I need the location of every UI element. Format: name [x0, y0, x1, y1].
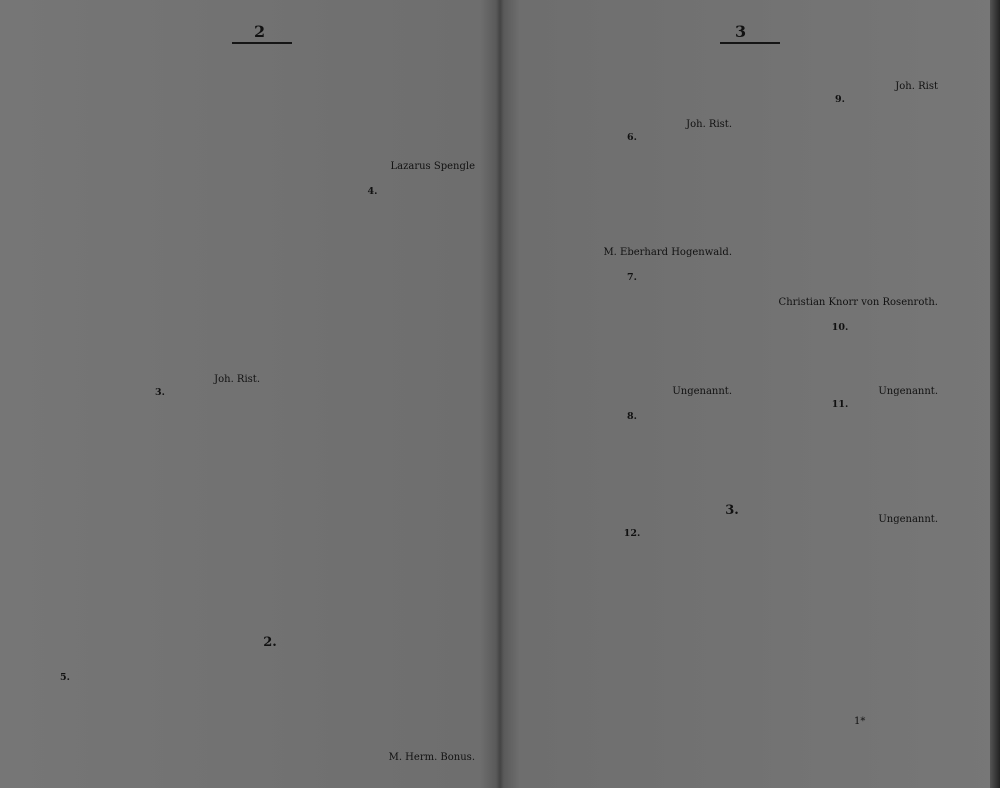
verse-line — [270, 213, 475, 226]
verse-line — [532, 234, 732, 247]
verse-line — [270, 124, 475, 137]
author-attribution: Joh. Rist. — [686, 118, 732, 130]
verse-line — [270, 714, 475, 727]
verse-line — [270, 363, 475, 376]
verse-line — [532, 146, 732, 159]
verse-line — [270, 476, 475, 489]
hymn-number: 9. — [835, 94, 845, 106]
verse-line — [60, 464, 260, 477]
hymn-heading — [532, 272, 732, 286]
verse-line — [270, 73, 475, 86]
hymn-number: 6. — [627, 131, 637, 143]
author-attribution: Lazarus Spengle — [390, 161, 475, 173]
verse-line — [532, 56, 732, 69]
verse-line — [532, 476, 732, 489]
verse-line — [532, 580, 732, 593]
verse-line — [742, 284, 938, 297]
verse-line — [532, 298, 732, 311]
verse-line — [270, 98, 475, 111]
stanza-gap — [742, 310, 938, 322]
verse-line — [532, 286, 732, 299]
verse-line — [270, 689, 475, 702]
verse-line — [270, 740, 475, 753]
stanza-gap — [270, 527, 475, 539]
page-number: 3 — [735, 22, 747, 41]
verse-line — [270, 614, 475, 627]
stanza-gap — [60, 262, 260, 274]
verse-line — [742, 669, 938, 682]
verse-line — [60, 564, 260, 577]
verse-line — [60, 286, 260, 299]
author-attribution: Ungenannt. — [878, 385, 938, 397]
verse-line — [60, 86, 260, 99]
verse-line — [742, 159, 938, 172]
hymn-number: 4. — [367, 186, 378, 198]
verse-line — [532, 106, 732, 119]
verse-line — [532, 705, 732, 718]
verse-line — [532, 542, 732, 555]
hymn-heading — [532, 528, 732, 542]
verse-line — [742, 336, 938, 349]
verse-line — [532, 81, 732, 94]
verse-line — [270, 539, 475, 552]
author-attribution: M. Eberhard Hogenwald. — [603, 246, 732, 258]
verse-line — [532, 349, 732, 362]
verse-line — [742, 719, 938, 732]
verse-line — [60, 48, 260, 61]
verse-line — [60, 401, 260, 414]
verse-line — [532, 488, 732, 501]
verse-line — [532, 679, 732, 692]
stanza-gap — [532, 260, 732, 272]
verse-line — [270, 376, 475, 389]
verse-line — [742, 271, 938, 284]
verse-line — [742, 657, 938, 670]
author-attribution: Joh. Rist. — [214, 374, 260, 386]
hymn-number: 12. — [623, 528, 641, 539]
verse-line — [742, 413, 938, 426]
hymn-number: 3. — [155, 387, 165, 399]
verse-line — [532, 209, 732, 222]
stanza-gap — [532, 655, 732, 667]
verse-line — [270, 676, 475, 689]
verse-line — [270, 727, 475, 740]
verse-line — [60, 324, 260, 337]
verse-line — [742, 373, 938, 386]
stanza-gap — [742, 557, 938, 569]
verse-line — [60, 439, 260, 452]
verse-line — [742, 488, 938, 501]
author-attribution: Ungenannt. — [672, 386, 732, 398]
verse-line — [742, 196, 938, 209]
verse-line — [60, 489, 260, 502]
right-page-header — [502, 22, 1000, 44]
verse-line — [742, 208, 938, 221]
verse-line — [60, 336, 260, 349]
verse-line — [742, 569, 938, 582]
verse-line — [60, 701, 260, 714]
verse-line — [532, 94, 732, 107]
verse-line — [270, 149, 475, 162]
verse-line — [532, 630, 732, 643]
verse-line — [742, 644, 938, 657]
verse-line — [742, 108, 938, 121]
verse-line — [60, 98, 260, 111]
author-attribution: M. Herm. Bonus. — [388, 752, 475, 764]
verse-line — [742, 361, 938, 374]
hymn-number: 5. — [60, 672, 70, 683]
verse-line — [742, 545, 938, 558]
verse-line — [270, 251, 475, 264]
text-column — [60, 48, 260, 665]
page-number: 2 — [254, 22, 266, 41]
hymn-heading — [742, 322, 938, 336]
verse-line — [270, 200, 475, 213]
stanza-gap — [742, 682, 938, 694]
verse-line — [60, 452, 260, 465]
verse-line — [742, 532, 938, 545]
hymn-number: 8. — [627, 411, 637, 423]
verse-line — [532, 604, 732, 617]
verse-line — [742, 171, 938, 184]
verse-line — [60, 477, 260, 490]
verse-line — [532, 222, 732, 235]
verse-line — [60, 111, 260, 124]
verse-line — [532, 311, 732, 324]
verse-line — [742, 463, 938, 476]
verse-line — [60, 249, 260, 262]
verse-line — [60, 73, 260, 86]
verse-line — [532, 171, 732, 184]
verse-line — [60, 274, 260, 287]
verse-line — [270, 451, 475, 464]
verse-line — [60, 136, 260, 149]
verse-line — [270, 48, 475, 61]
stanza-gap — [270, 301, 475, 313]
verse-line — [270, 263, 475, 276]
hymn-heading — [742, 399, 938, 413]
hymn-number: 7. — [627, 271, 637, 283]
verse-line — [60, 688, 260, 701]
text-column — [270, 676, 475, 714]
verse-line — [532, 617, 732, 630]
verse-line — [270, 351, 475, 364]
text-column — [532, 528, 732, 754]
verse-line — [742, 582, 938, 595]
verse-line — [270, 514, 475, 527]
verse-line — [532, 336, 732, 349]
verse-line — [270, 576, 475, 589]
left-page — [0, 0, 498, 788]
hymn-heading — [532, 411, 732, 425]
verse-line — [270, 238, 475, 251]
stanza-gap — [270, 174, 475, 186]
verse-line — [60, 211, 260, 224]
verse-line — [270, 701, 475, 714]
verse-line — [270, 276, 475, 289]
verse-line — [532, 438, 732, 451]
verse-line — [60, 552, 260, 565]
author-attribution: Ungenannt. — [878, 513, 938, 525]
verse-line — [742, 732, 938, 745]
verse-line — [742, 234, 938, 247]
verse-line — [270, 313, 475, 326]
verse-line — [270, 551, 475, 564]
verse-line — [60, 299, 260, 312]
verse-line — [60, 615, 260, 628]
verse-line — [532, 463, 732, 476]
left-page-header — [0, 22, 498, 44]
stanza-gap — [270, 414, 475, 426]
verse-line — [270, 61, 475, 74]
text-column — [60, 688, 260, 726]
verse-line — [532, 324, 732, 337]
verse-line — [742, 694, 938, 707]
verse-line — [60, 61, 260, 74]
hymn-heading — [270, 186, 475, 200]
verse-line — [532, 425, 732, 438]
verse-line — [60, 426, 260, 439]
verse-line — [60, 311, 260, 324]
stanza-gap — [60, 149, 260, 161]
verse-line — [60, 652, 260, 665]
verse-line — [60, 414, 260, 427]
stanza-gap — [60, 515, 260, 527]
verse-line — [60, 577, 260, 590]
hymn-heading — [742, 94, 938, 108]
stanza-gap — [532, 592, 732, 604]
verse-line — [742, 632, 938, 645]
verse-line — [742, 607, 938, 620]
verse-line — [532, 196, 732, 209]
verse-line — [742, 133, 938, 146]
verse-line — [270, 501, 475, 514]
verse-line — [270, 389, 475, 402]
verse-line — [270, 289, 475, 302]
header-rule — [720, 42, 780, 44]
verse-line — [270, 326, 475, 339]
verse-line — [270, 426, 475, 439]
verse-line — [60, 502, 260, 515]
verse-line — [532, 374, 732, 387]
hymn-heading — [532, 132, 732, 146]
text-column — [270, 48, 475, 765]
verse-line — [270, 86, 475, 99]
verse-line — [270, 401, 475, 414]
verse-line — [742, 121, 938, 134]
hymn-number: 10. — [831, 321, 849, 333]
verse-line — [742, 69, 938, 82]
verse-line — [270, 226, 475, 239]
verse-line — [270, 651, 475, 664]
verse-line — [532, 692, 732, 705]
verse-line — [60, 186, 260, 199]
section-heading: 2. — [263, 635, 277, 650]
signature-mark: 1* — [854, 716, 866, 727]
section-heading: 3. — [725, 503, 739, 518]
verse-line — [532, 742, 732, 755]
stanza-gap — [532, 399, 732, 411]
verse-line — [60, 199, 260, 212]
verse-line — [270, 111, 475, 124]
stanza-gap — [532, 717, 732, 729]
verse-line — [532, 451, 732, 464]
text-column — [742, 532, 938, 744]
verse-line — [270, 464, 475, 477]
verse-line — [742, 221, 938, 234]
verse-line — [270, 338, 475, 351]
verse-line — [742, 438, 938, 451]
text-column — [532, 56, 732, 526]
stanza-gap — [742, 620, 938, 632]
verse-line — [532, 729, 732, 742]
verse-line — [742, 246, 938, 259]
verse-line — [532, 69, 732, 82]
author-attribution: Christian Knorr von Rosenroth. — [778, 296, 938, 308]
header-rule — [232, 42, 292, 44]
verse-line — [60, 590, 260, 603]
verse-line — [60, 161, 260, 174]
stanza-gap — [742, 184, 938, 196]
verse-line — [60, 124, 260, 137]
text-column — [742, 56, 938, 552]
hymn-heading — [60, 387, 260, 401]
verse-line — [742, 707, 938, 720]
verse-line — [270, 564, 475, 577]
verse-line — [60, 349, 260, 362]
right-page — [502, 0, 1000, 788]
verse-line — [532, 159, 732, 172]
verse-line — [270, 438, 475, 451]
verse-line — [270, 589, 475, 602]
page-edge — [990, 0, 1000, 788]
verse-line — [742, 425, 938, 438]
verse-line — [532, 555, 732, 568]
verse-line — [742, 476, 938, 489]
verse-line — [742, 146, 938, 159]
verse-line — [60, 224, 260, 237]
verse-line — [532, 567, 732, 580]
verse-line — [532, 361, 732, 374]
verse-line — [270, 136, 475, 149]
verse-line — [532, 642, 732, 655]
verse-line — [742, 259, 938, 272]
verse-line — [270, 602, 475, 615]
verse-line — [60, 539, 260, 552]
verse-line — [60, 173, 260, 186]
hymn-number: 11. — [831, 398, 849, 410]
verse-line — [532, 667, 732, 680]
verse-line — [60, 362, 260, 375]
verse-line — [60, 527, 260, 540]
author-attribution: Joh. Rist — [895, 81, 938, 93]
verse-line — [60, 236, 260, 249]
verse-line — [532, 184, 732, 197]
verse-line — [742, 56, 938, 69]
verse-line — [742, 348, 938, 361]
verse-line — [742, 451, 938, 464]
verse-line — [742, 594, 938, 607]
verse-line — [60, 602, 260, 615]
verse-line — [60, 713, 260, 726]
verse-line — [270, 489, 475, 502]
